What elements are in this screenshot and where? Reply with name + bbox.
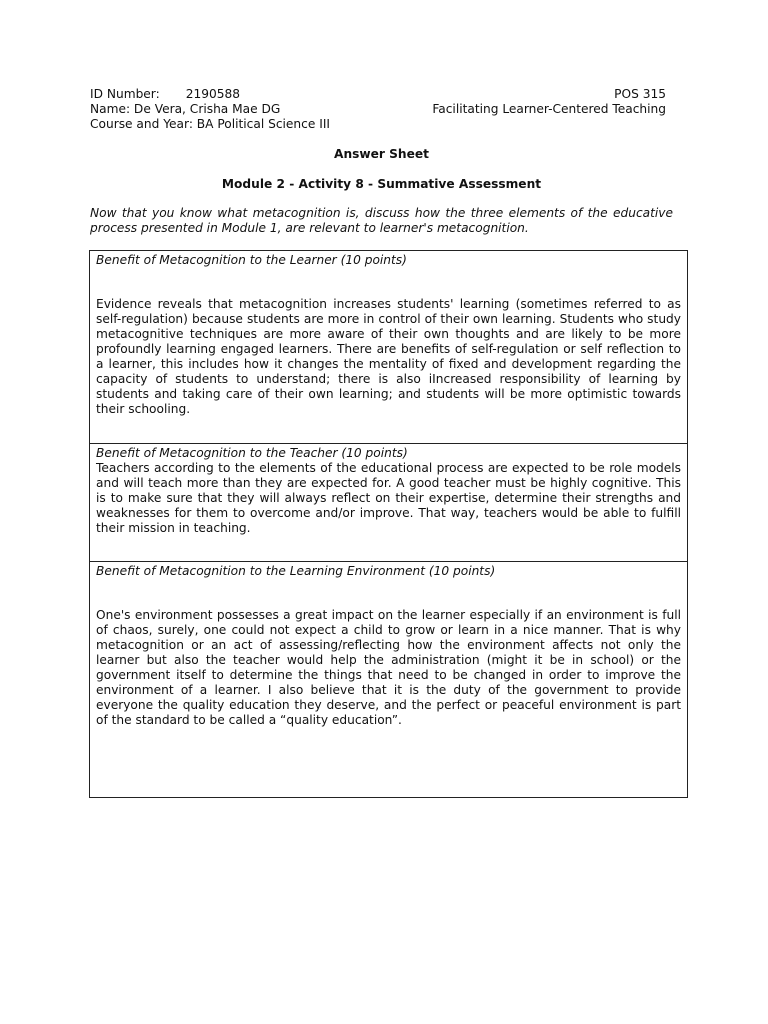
- answer-sheet-title: Answer Sheet: [334, 147, 429, 161]
- instructions-paragraph: Now that you know what metacognition is, discuss how the three elements of the educative process presented in Module 1, are relevant to learner's metacognition.: [90, 206, 673, 235]
- course-code: POS 315: [614, 87, 666, 101]
- id-number: [90, 87, 240, 102]
- learner-benefit-cell: [90, 251, 687, 444]
- student-name: Name: De Vera, Crisha Mae DG: [90, 102, 281, 116]
- teacher-benefit-cell: [90, 444, 687, 562]
- teacher-benefit-answer: Teachers according to the elements of the educational process are expected to be role models and will teach more than they are expected for. A good teacher must be highly cognitive. This is to make sure that they will always reflect on their expertise, determine their strengths and weaknesses for them to overcome and/or improve. That way, teachers would be able to fulfill their mission in teaching.: [96, 461, 681, 535]
- course-title: Facilitating Learner-Centered Teaching: [432, 102, 666, 116]
- header-row-course: [90, 117, 666, 132]
- teacher-benefit-heading: Benefit of Metacognition to the Teacher (10 points): [96, 446, 408, 460]
- document-header: [90, 87, 666, 132]
- answer-table: [89, 250, 688, 798]
- environment-benefit-cell: [90, 562, 687, 797]
- header-row-id: [90, 87, 666, 102]
- module-title: Module 2 - Activity 8 - Summative Assessment: [221, 177, 542, 191]
- header-row-name: [90, 102, 666, 117]
- learner-benefit-heading: Benefit of Metacognition to the Learner (10 points): [96, 253, 407, 267]
- environment-benefit-heading: Benefit of Metacognition to the Learning Environment (10 points): [96, 564, 496, 578]
- id-number-label: ID Number:: [90, 87, 160, 101]
- id-number-value: 2190588: [185, 87, 240, 101]
- environment-benefit-answer: One's environment possesses a great impact on the learner especially if an environment is full of chaos, surely, one could not expect a child to grow or learn in a nice manner. That is why metacognition or an act of assessing/reflecting how the environment affects not only the learner but also the teacher would help the administration (might it be in school) or the government itself to determine the things that need to be changed in order to improve the environment of a learner. I also believe that it is the duty of the government to provide everyone the quality education they deserve, and the perfect or peaceful environment is part of the standard to be called a “quality education”.: [96, 608, 681, 727]
- learner-benefit-answer: Evidence reveals that metacognition increases students' learning (sometimes referred to as self-regulation) because students are more in control of their own learning. Students who study metacognitive techniques are more aware of their own thoughts and are likely to be more profoundly learning engaged learners. There are benefits of self-regulation or self reflection to a learner, this includes how it changes the mentality of fixed and development regarding the capacity of students to understand; there is also iIncreased responsibility of learning by students and taking care of their own learning; and students will be more optimistic towards their schooling.: [96, 297, 681, 416]
- course-and-year: Course and Year: BA Political Science III: [90, 117, 331, 131]
